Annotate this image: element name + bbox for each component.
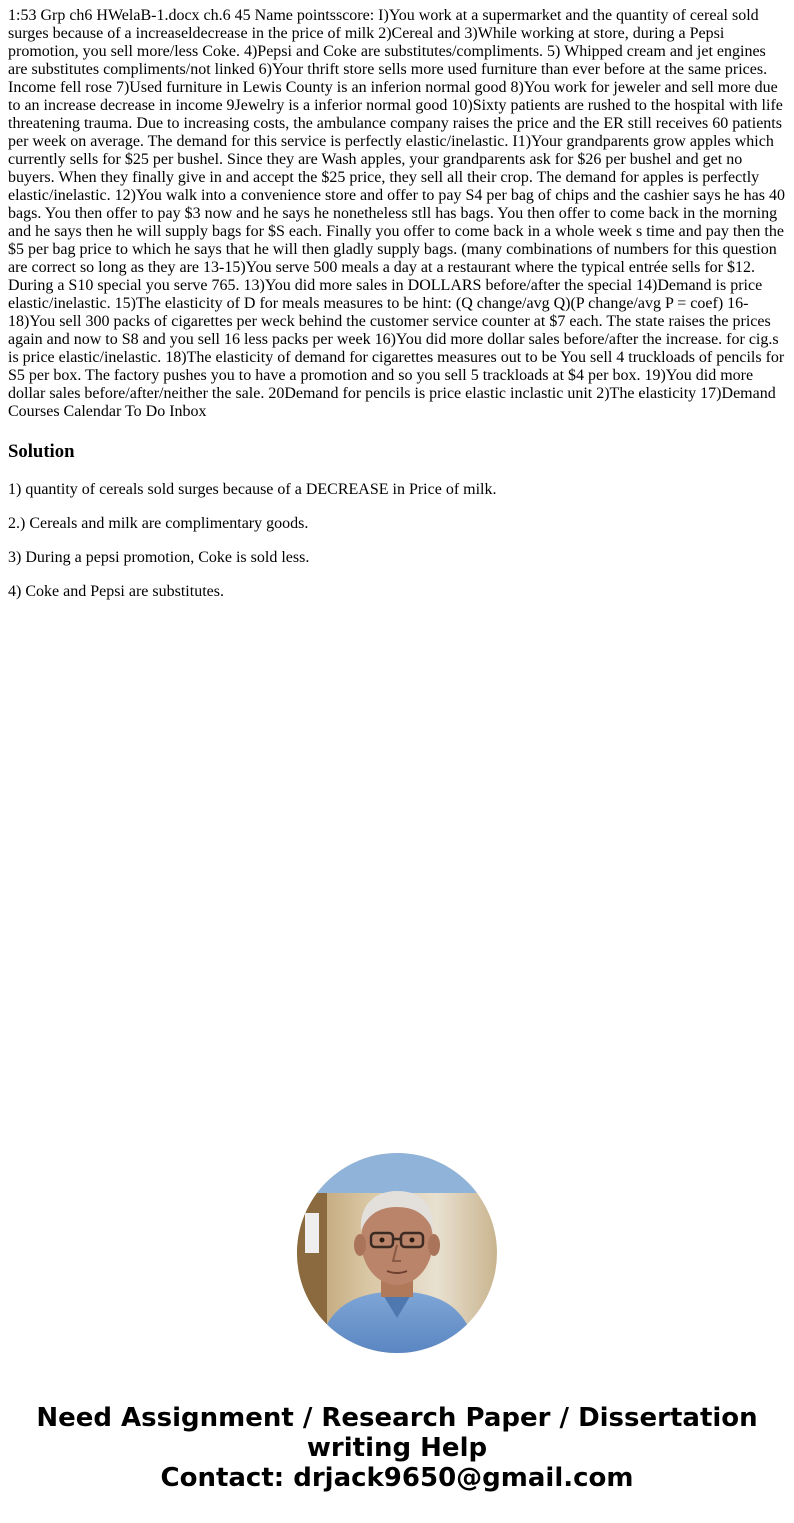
answer-item-3: 3) During a pepsi promotion, Coke is sold less. (8, 549, 310, 566)
page-content (8, 7, 787, 617)
answer-item-1: 1) quantity of cereals sold surges because of a DECREASE in Price of milk. (8, 481, 497, 498)
answer-item-2: 2.) Cereals and milk are complimentary goods. (8, 515, 309, 532)
question-text: 1:53 Grp ch6 HWelaB-1.docx ch.6 45 Name pointsscore: I)You work at a supermarket and the quantity of cereal sold surges because of a increaseldecrease in the price of milk 2)Cereal and 3)While working at store, during a Pepsi promotion, you sell more/less Coke. 4)Pepsi and Coke are substitutes/compliments. 5) Whipped cream and jet engines are substitutes compliments/not linked 6)Your thrift store sells more used furniture than ever before at the same prices. Income fell rose 7)Used furniture in Lewis County is an inferion normal good 8)You work for jeweler and sell more due to an increase decrease in income 9Jewelry is a inferior normal good 10)Sixty patients are rushed to the hospital with life threatening trauma. Due to increasing costs, the ambulance company raises the price and the ER still receives 60 patients per week on average. The demand for this service is perfectly elastic/inelastic. I1)Your grandparents grow apples which currently sells for $25 per bushel. Since they are Wash apples, your grandparents ask for $26 per bushel and get no buyers. When they finally give in and accept the $25 price, they sell all their crop. The demand for apples is perfectly elastic/inelastic. 12)You walk into a convenience store and offer to pay S4 per bag of chips and the cashier says he has 40 bags. You then offer to pay $3 now and he says he nonetheless stll has bags. You then offer to come back in the morning and he says then he will supply bags for $S each. Finally you offer to come back in a whole week s time and pay then the $5 per bag price to which he says that he will then gladly supply bags. (many combinations of numbers for this question are correct so long as they are 13-15)You serve 500 meals a day at a restaurant where the typical entrée sells for $12. During a S10 special you serve 765. 13)You did more sales in DOLLARS before/after the special 14)Demand is price elastic/inelastic. 15)The elasticity of D for meals measures to be hint: (Q change/avg Q)(P change/avg P = coef) 16-18)You sell 300 packs of cigarettes per weck behind the customer service counter at $7 each. The state raises the prices again and now to S8 and you sell 16 less packs per week 16)You did more dollar sales before/after the increase. for cig.s is price elastic/inelastic. 18)The elasticity of demand for cigarettes measures out to be You sell 4 truckloads of pencils for S5 per box. The factory pushes you to have a promotion and so you sell 5 trackloads at $4 per box. 19)You did more dollar sales before/after/neither the sale. 20Demand for pencils is price elastic inclastic unit 2)The elasticity 17)Demand Courses Calendar To Do Inbox (8, 7, 785, 420)
promo-contact: Contact: drjack9650@gmail.com (160, 1463, 634, 1493)
solution-answers (8, 481, 787, 601)
answer-item-4: 4) Coke and Pepsi are substitutes. (8, 583, 224, 600)
promo-line-2: writing Help (306, 1433, 488, 1463)
solution-heading: Solution (8, 441, 75, 462)
promo-banner (0, 1403, 794, 1493)
promo-line-1: Need Assignment / Research Paper / Dissertation (36, 1403, 758, 1433)
avatar (297, 1153, 497, 1353)
person-portrait-icon (297, 1153, 497, 1353)
